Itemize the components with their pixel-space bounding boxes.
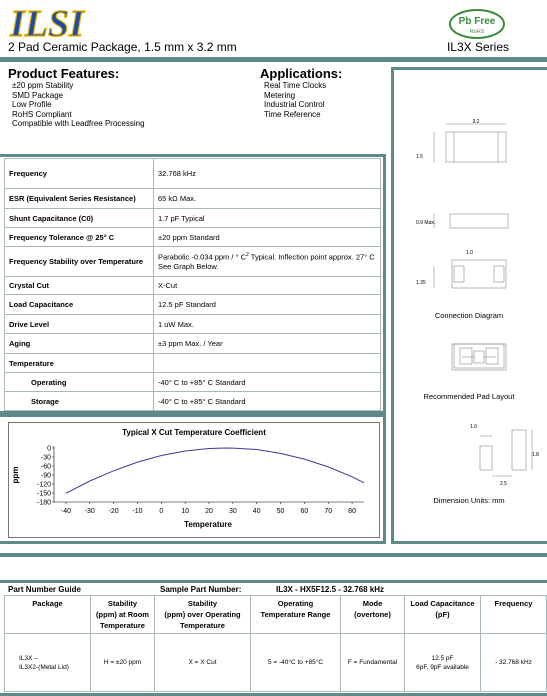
spec-value: 32.768 kHz [154, 159, 381, 189]
col-header-load [405, 596, 481, 634]
ilsi-logo-text: ILSI [10, 4, 84, 40]
x-tick-label: 80 [348, 508, 356, 515]
col-header-package [5, 596, 91, 634]
spec-value: ±3 ppm Max. / Year [154, 334, 381, 354]
spec-row [5, 247, 381, 277]
header-line: Temperature Range [260, 610, 331, 619]
header-line: Mode [362, 599, 383, 608]
package-bottom-view [452, 260, 506, 288]
x-tick-label: -20 [108, 508, 119, 515]
cell-line: 12.5 pF [431, 654, 454, 662]
spec-value [154, 247, 381, 277]
section-divider [0, 553, 547, 557]
feature-item: RoHS Compliant [12, 109, 72, 119]
x-tick-label: -10 [132, 508, 143, 515]
header-line: Operating [277, 599, 314, 608]
spec-key: Drive Level [5, 315, 154, 334]
header-line: Package [32, 599, 63, 608]
header-line: (overtone) [354, 610, 391, 619]
y-tick-label: -60 [40, 463, 51, 471]
spec-row [5, 295, 381, 315]
y-axis-label: ppm [11, 466, 20, 484]
application-item: Time Reference [264, 109, 321, 119]
header-line: Temperature [100, 621, 145, 630]
spec-value: -40° C to +85° C Standard [154, 392, 381, 411]
dim-15: 1.5 [416, 154, 423, 160]
spec-key: Storage [5, 392, 154, 411]
connection-diagram-caption: Connection Diagram [434, 311, 504, 320]
y-tick-label: 0 [47, 445, 51, 453]
col-header-op-range [251, 596, 341, 634]
y-tick-label: -120 [36, 481, 51, 489]
spec-value: 12.5 pF Standard [154, 295, 381, 315]
spec-key: Frequency Tolerance @ 25° C [5, 228, 154, 247]
spec-key: Temperature [5, 354, 154, 373]
cell-stability-room: H = ±20 ppm [91, 634, 155, 692]
spec-value-part: See Graph Below. [158, 261, 219, 271]
dim-135: 1.35 [416, 280, 426, 286]
spec-value-part: Typical. Inflection point approx. 27° C [248, 252, 375, 262]
applications-title: Applications: [260, 66, 343, 81]
part-number-table [4, 595, 547, 692]
recommended-pad-drawing [394, 340, 544, 386]
dim-09: 0.9 Max. [416, 220, 436, 226]
feature-item: Low Profile [12, 100, 52, 110]
feature-item: Compatible with Leadfree Processing [12, 119, 145, 129]
header-line: (ppm) over Operating [164, 610, 241, 619]
header-divider [0, 57, 547, 62]
spec-key: Frequency Stability over Temperature [5, 247, 154, 277]
spec-key: Shunt Capacitance (C0) [5, 209, 154, 228]
spec-key: Operating [5, 373, 154, 392]
y-tick-label: -30 [40, 454, 51, 462]
spec-row [5, 209, 381, 228]
spec-value [154, 354, 381, 373]
x-tick-label: 30 [228, 508, 237, 515]
spec-row [5, 334, 381, 354]
dim-pad-10: 1.0 [470, 424, 477, 430]
col-header-stability-room [91, 596, 155, 634]
spec-key: Frequency [5, 159, 154, 189]
package-side-view [450, 214, 508, 228]
applications-list [264, 81, 326, 119]
spec-key: Crystal Cut [5, 277, 154, 295]
spec-value: 1.7 pF Typical [154, 209, 381, 228]
dim-10: 1.0 [466, 250, 473, 256]
package-top-view [446, 132, 506, 162]
spec-row [5, 373, 381, 392]
cell-load [405, 634, 481, 692]
y-tick-label: -90 [40, 472, 51, 480]
sample-part-value: IL3X - HX5F12.5 - 32.768 kHz [276, 585, 385, 594]
dim-pad-25: 2.5 [500, 481, 507, 487]
cell-package [5, 634, 91, 692]
x-tick-label: 60 [300, 508, 309, 515]
part-number-row [5, 634, 547, 692]
spec-row [5, 189, 381, 209]
part-number-guide-label: Part Number Guide [8, 585, 81, 594]
spec-row [5, 228, 381, 247]
cell-line: 6pF, 9pF available [416, 663, 469, 671]
rohs-text: RoHS [469, 29, 485, 35]
features-title: Product Features: [8, 66, 120, 81]
y-tick-label: -150 [36, 490, 51, 498]
chart-title: Typical X Cut Temperature Coefficient [122, 428, 266, 437]
spec-value: -40° C to +85° C Standard [154, 373, 381, 392]
header-line: (pF) [435, 610, 450, 619]
cell-op-range: 5 = -40°C to +85°C [251, 634, 341, 692]
pb-free-text: Pb Free [458, 16, 496, 27]
header-line: Temperature [180, 621, 225, 630]
feature-item: SMD Package [12, 90, 64, 100]
spec-key: ESR (Equivalent Series Resistance) [5, 189, 154, 209]
x-tick-label: 40 [252, 508, 261, 515]
sample-part-label: Sample Part Number: [160, 585, 242, 594]
spec-value: 1 uW Max. [154, 315, 381, 334]
x-tick-label: 50 [276, 508, 285, 515]
spec-key: Aging [5, 334, 154, 354]
col-header-mode [341, 596, 405, 634]
temperature-curve [66, 448, 364, 493]
spec-row [5, 392, 381, 411]
application-item: Industrial Control [264, 100, 325, 110]
cell-frequency: - 32.768 kHz [481, 634, 547, 692]
part-number-header-row [5, 596, 547, 634]
pb-free-badge [448, 8, 506, 40]
header-line: (ppm) at Room [96, 610, 149, 619]
header-line: Frequency [494, 599, 533, 608]
cell-line: IL3X2-(Metal Lid) [19, 663, 69, 671]
x-tick-label: 0 [159, 508, 164, 515]
header-line: Load Capacitance [410, 599, 475, 608]
col-header-frequency [481, 596, 547, 634]
spec-key: Load Capacitance [5, 295, 154, 315]
dim-32: 3.2 [472, 119, 480, 125]
dim-pad-18: 1.8 [532, 452, 539, 458]
spec-row [5, 315, 381, 334]
dimension-units-caption: Dimension Units: mm [433, 496, 505, 505]
features-list [12, 81, 145, 129]
package-subtitle: 2 Pad Ceramic Package, 1.5 mm x 3.2 mm [8, 40, 237, 54]
x-tick-label: -30 [84, 508, 95, 515]
ilsi-logo [8, 4, 134, 40]
x-axis-label: Temperature [184, 520, 232, 529]
header-line: Stability [107, 599, 138, 608]
cell-line: IL3X – [19, 654, 38, 662]
series-name: IL3X Series [446, 40, 509, 54]
spec-table [4, 158, 381, 411]
feature-item: ±20 ppm Stability [12, 81, 74, 90]
x-tick-label: 70 [324, 508, 333, 515]
x-tick-label: -40 [60, 508, 71, 515]
spec-value: ±20 ppm Standard [154, 228, 381, 247]
spec-value: X-Cut [154, 277, 381, 295]
application-item: Real Time Clocks [264, 81, 327, 90]
spec-row [5, 159, 381, 189]
temperature-chart [8, 422, 380, 538]
col-header-stability-op [155, 596, 251, 634]
spec-row [5, 277, 381, 295]
cell-mode: F = Fundamental [341, 634, 405, 692]
x-tick-label: 20 [205, 508, 213, 515]
y-tick-label: -180 [36, 499, 51, 507]
spec-value-sup: 2 [246, 252, 249, 259]
application-item: Metering [264, 90, 296, 100]
x-tick-label: 10 [181, 508, 190, 515]
spec-row [5, 354, 381, 373]
pad-layout-caption: Recommended Pad Layout [423, 392, 515, 401]
spec-value: 65 kΩ Max. [154, 189, 381, 209]
header-line: Stability [187, 599, 218, 608]
cell-stability-op: X = X Cut [155, 634, 251, 692]
spec-value-part: Parabolic -0.034 ppm / ° C [158, 252, 247, 262]
pad-dimension-drawing [394, 420, 544, 496]
